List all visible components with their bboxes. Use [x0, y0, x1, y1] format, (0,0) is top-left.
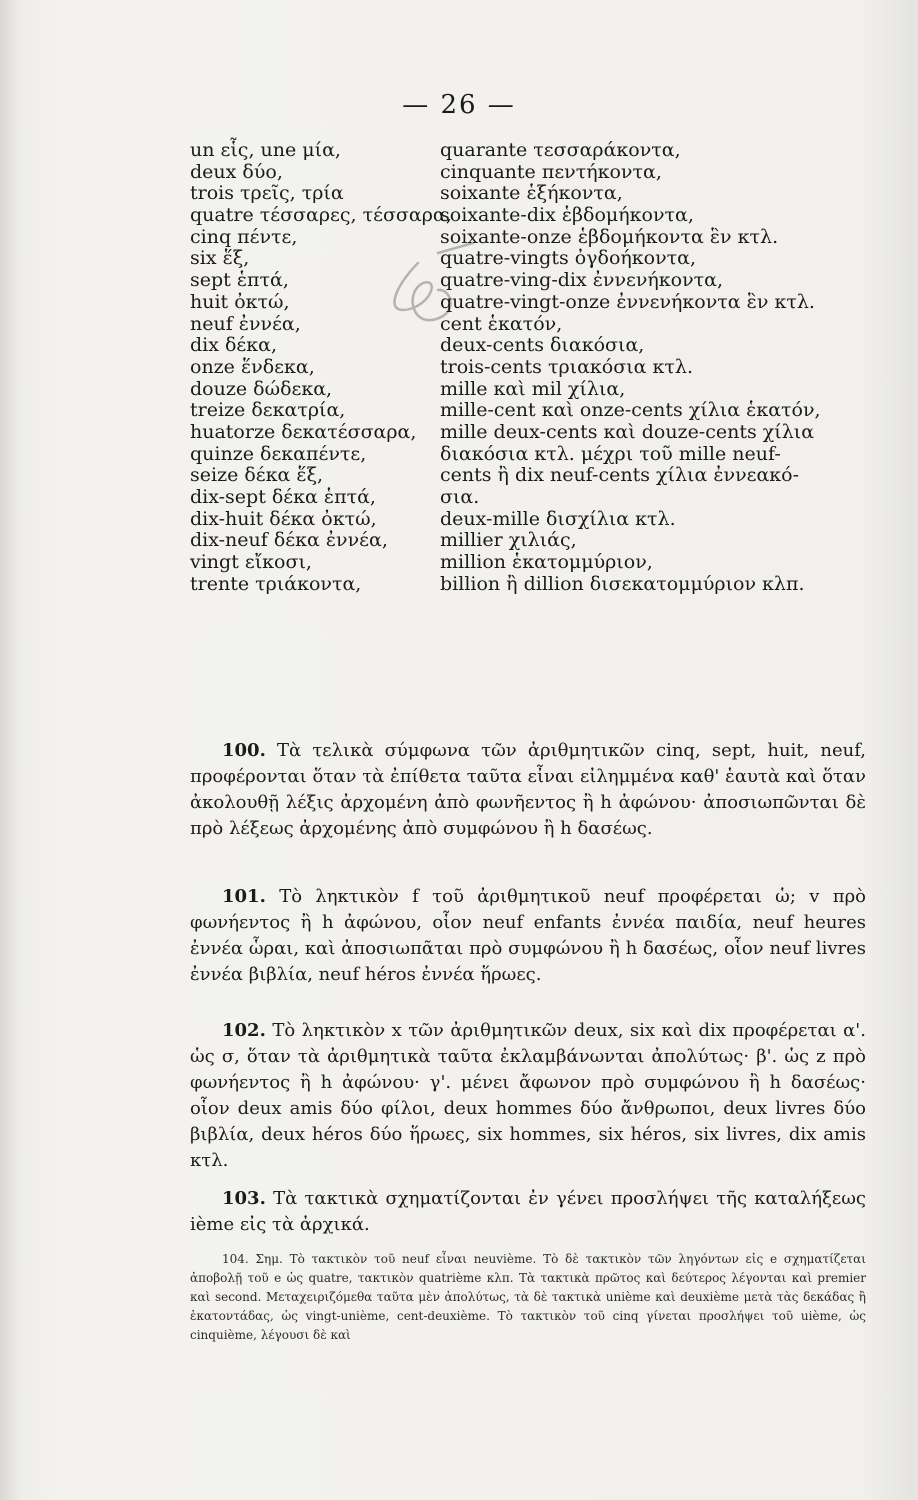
numeral-line: quinze δεκαπέντε, [190, 442, 367, 465]
numeral-line: mille καὶ mil χίλια, [440, 377, 626, 400]
numeral-line: διακόσια κτλ. μέχρι τοῦ mille neuf- [440, 442, 781, 465]
numeral-line: douze δώδεκα, [190, 377, 333, 400]
paragraph-text: Τὸ ληκτικὸν x τῶν ἀριθμητικῶν deux, six καὶ dix προφέρεται α'. ὡς σ, ὅταν τὰ ἀριθμητικὰ ταῦτα ἐκλαμβάνωνται ἀπολύτως· β'. ὡς z πρὸ φωνήεντος ἢ h ἀφώνου· γ'. μένει ἄφωνον πρὸ συμφώνου ἢ h δασέως· οἷον deux amis δύο φίλοι, deux hommes δύο ἄνθρωποι, deux livres δύο βιβλία, deux héros δύο ἥρωες, six hommes, six héros, six livres, dix amis κτλ. [190, 1020, 866, 1171]
paragraph-number: 103. [222, 1188, 266, 1209]
numeral-line: dix-huit δέκα ὀκτώ, [190, 507, 377, 530]
footnote-text: Σημ. Τὸ τακτικὸν τοῦ neuf εἶναι neuvième. Τὸ δὲ τακτικὸν τῶν ληγόντων εἰς e σχηματίζεται ἀποβολῇ τοῦ e ὡς quatre, τακτικὸν quatrième κλπ. Τὰ τακτικὰ πρῶτος καὶ δεύτερος λέγονται καὶ premier καὶ second. Μεταχειριζόμεθα ταῦτα μὲν ἀπολύτως, τὰ δὲ τακτικὰ unième καὶ deuxième μετὰ τὰς δεκάδας ἢ ἑκατοντάδας, ὡς vingt-unième, cent-deuxième. Τὸ τακτικὸν τοῦ cinq γίνεται προσλήψει τοῦ uième, ὡς cinquième, λέγουσι δὲ καὶ [190, 1252, 866, 1342]
numeral-line: cents ἢ dix neuf-cents χίλια ἐννεακό- [440, 464, 800, 487]
numeral-line: vingt εἴκοσι, [190, 551, 312, 574]
numeral-line: seize δέκα ἕξ, [190, 464, 324, 487]
numeral-line: onze ἕνδεκα, [190, 355, 315, 378]
numeral-line: deux-cents διακόσια, [440, 334, 645, 357]
numeral-line: soixante-onze ἑβδομήκοντα ἓν κτλ. [440, 225, 779, 248]
paragraph-text: Τὰ τακτικὰ σχηματίζονται ἐν γένει προσλήψει τῆς καταλήξεως ième εἰς τὰ ἀρχικά. [190, 1188, 866, 1235]
numeral-line: quatre τέσσαρες, τέσσαρα, [190, 204, 452, 227]
numeral-line: mille deux-cents καὶ douze-cents χίλια [440, 420, 815, 443]
paragraph-text: Τὰ τελικὰ σύμφωνα τῶν ἀριθμητικῶν cinq, sept, huit, neuf, προφέρονται ὅταν τὰ ἐπίθετα ταῦτα εἶναι εἰλημμένα καθ' ἑαυτὰ καὶ ὅταν ἀκολουθῇ λέξις ἀρχομένη ἀπὸ φωνῆεντος ἢ h ἀφώνου· ἀποσιωπῶνται δὲ πρὸ λέξεως ἀρχομένης ἀπὸ συμφώνου ἢ h δασέως. [190, 740, 866, 839]
numeral-line: σια. [440, 486, 480, 508]
numeral-line: trois-cents τριακόσια κτλ. [440, 355, 693, 378]
page-number: — 26 — [402, 90, 516, 120]
numeral-line: deux-mille δισχίλια κτλ. [440, 507, 676, 530]
footnote-number: 104. [222, 1252, 249, 1266]
paragraph-100 [190, 738, 866, 842]
paragraph-number: 101. [222, 886, 266, 907]
numeral-line: trois τρεῖς, τρία [190, 182, 344, 205]
numeral-line: million ἑκατομμύριον, [440, 551, 653, 574]
numerals-left-column [190, 140, 480, 595]
numeral-line: billion ἢ dillion δισεκατομμύριον κλπ. [440, 572, 805, 595]
numeral-line: deux δύο, [190, 160, 283, 183]
numeral-line: un εἷς, une μία, [190, 139, 341, 161]
paragraph-number: 102. [222, 1020, 266, 1041]
paragraph-101 [190, 884, 866, 988]
numeral-line: cent ἑκατόν, [440, 312, 563, 335]
numeral-line: millier χιλιάς, [440, 529, 577, 552]
numeral-line: quatre-ving-dix ἐννενήκοντα, [440, 269, 724, 292]
numeral-line: huatorze δεκατέσσαρα, [190, 420, 417, 443]
numeral-line: treize δεκατρία, [190, 399, 346, 422]
numeral-line: quatre-vingts ὀγδοήκοντα, [440, 247, 697, 270]
numeral-line: soixante-dix ἑβδομήκοντα, [440, 204, 694, 227]
paragraph-103 [190, 1186, 866, 1238]
paragraph-text: Τὸ ληκτικὸν f τοῦ ἀριθμητικοῦ neuf προφέρεται ὡ; v πρὸ φωνήεντος ἢ h ἀφώνου, οἷον neuf enfants ἐννέα παιδία, neuf heures ἐννέα ὧραι, καὶ ἀποσιωπᾶται πρὸ συμφώνου ἢ h δασέως, οἷον neuf livres ἐννέα βιβλία, neuf héros ἐννέα ἥρωες. [190, 886, 866, 985]
numeral-line: dix-sept δέκα ἑπτά, [190, 486, 376, 508]
numeral-line: cinquante πεντήκοντα, [440, 160, 662, 183]
paragraph-number: 100. [222, 740, 266, 761]
numeral-line: neuf ἐννέα, [190, 312, 301, 335]
numeral-line: quarante τεσσαράκοντα, [440, 139, 681, 161]
numeral-line: cinq πέντε, [190, 225, 298, 248]
paragraph-102 [190, 1018, 866, 1174]
numeral-line: mille-cent καὶ onze-cents χίλια ἑκατόν, [440, 399, 821, 422]
numeral-line: soixante ἑξήκοντα, [440, 182, 623, 205]
numeral-line: dix-neuf δέκα ἐννέα, [190, 529, 388, 552]
numeral-line: huit ὀκτώ, [190, 290, 290, 313]
numeral-line: sept ἑπτά, [190, 269, 289, 292]
footnote-104 [190, 1250, 866, 1345]
numeral-line: six ἕξ, [190, 247, 250, 270]
numeral-line: quatre-vingt-onze ἐννενήκοντα ἓν κτλ. [440, 290, 815, 313]
numeral-line: dix δέκα, [190, 334, 278, 357]
numerals-right-column [440, 140, 890, 595]
numeral-line: trente τριάκοντα, [190, 572, 362, 595]
